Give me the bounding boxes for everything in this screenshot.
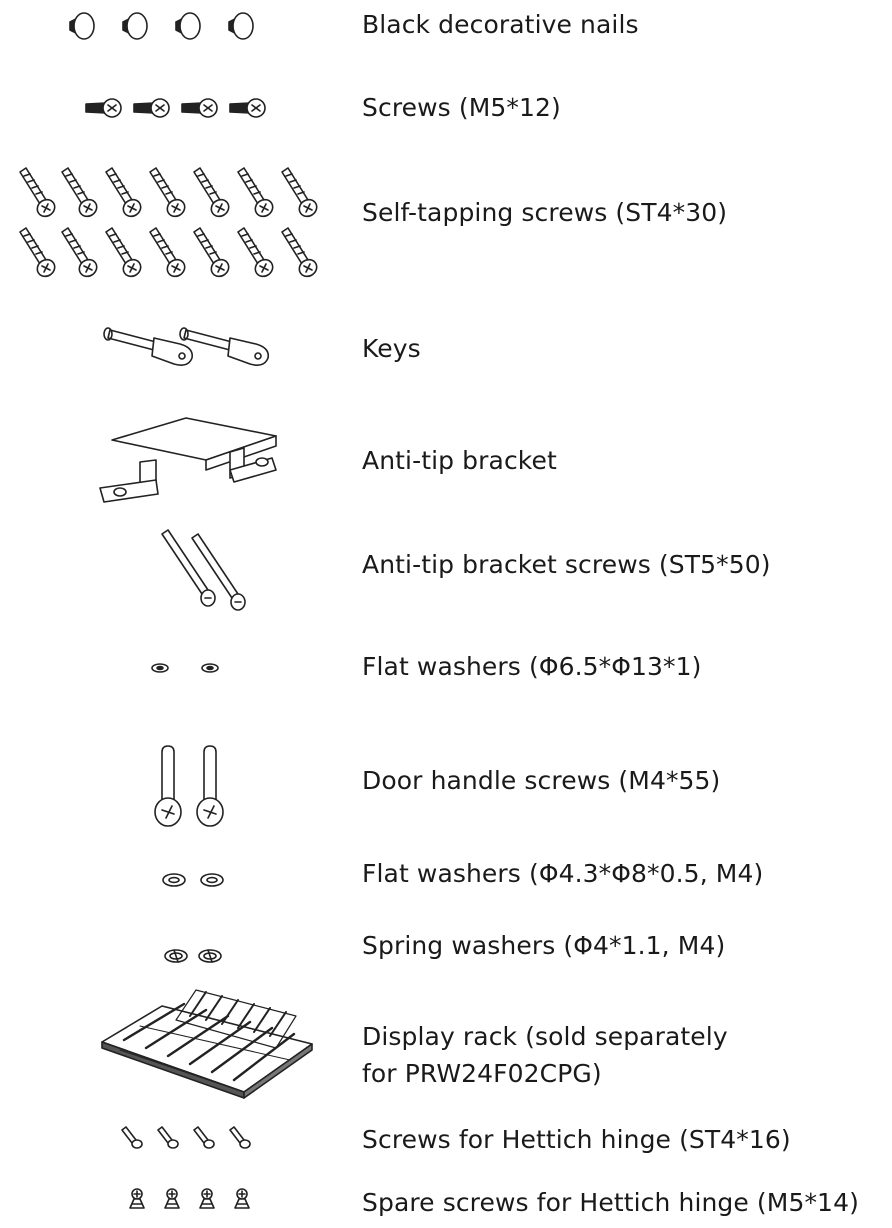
part-label-line2: for PRW24F02CPG) bbox=[362, 1059, 602, 1088]
anti-tip-bracket-screw-icon bbox=[162, 530, 245, 610]
key-icon bbox=[104, 328, 268, 365]
part-label: Spring washers (Φ4*1.1, M4) bbox=[362, 931, 726, 960]
flat-washer-icon bbox=[152, 664, 218, 672]
part-label: Door handle screws (M4*55) bbox=[362, 766, 721, 795]
part-label: Display rack (sold separately bbox=[362, 1022, 728, 1051]
part-label: Flat washers (Φ4.3*Φ8*0.5, M4) bbox=[362, 859, 764, 888]
door-handle-screw-icon bbox=[155, 746, 223, 826]
display-rack-icon bbox=[102, 990, 312, 1098]
spare-hettich-hinge-screw-icon bbox=[130, 1189, 249, 1208]
flat-washer-m4-icon bbox=[163, 874, 223, 886]
part-label: Anti-tip bracket bbox=[362, 446, 557, 475]
part-label: Anti-tip bracket screws (ST5*50) bbox=[362, 550, 771, 579]
part-label: Keys bbox=[362, 334, 421, 363]
anti-tip-bracket-icon bbox=[100, 418, 276, 502]
hettich-hinge-screw-icon bbox=[122, 1127, 250, 1148]
screw-m5-12-icon bbox=[86, 99, 265, 117]
black-decorative-nail-icon bbox=[70, 13, 253, 39]
part-label: Flat washers (Φ6.5*Φ13*1) bbox=[362, 652, 702, 681]
part-label: Spare screws for Hettich hinge (M5*14) bbox=[362, 1188, 859, 1217]
spring-washer-icon bbox=[165, 950, 221, 962]
part-label: Self-tapping screws (ST4*30) bbox=[362, 198, 728, 227]
part-label: Black decorative nails bbox=[362, 10, 639, 39]
part-label: Screws (M5*12) bbox=[362, 93, 561, 122]
self-tapping-screw-icon bbox=[20, 168, 320, 280]
part-label: Screws for Hettich hinge (ST4*16) bbox=[362, 1125, 791, 1154]
